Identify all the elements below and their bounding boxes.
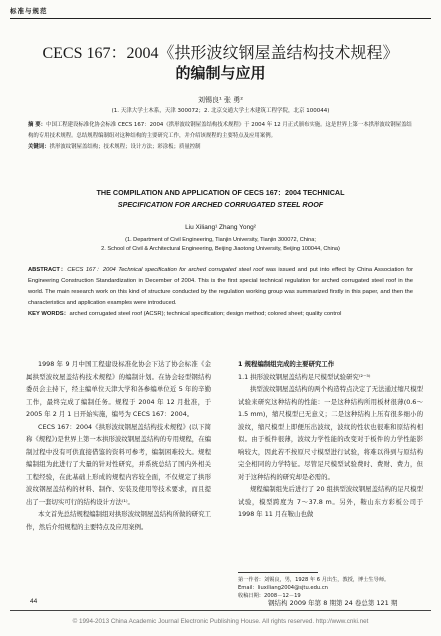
section-heading: 1 规程编制组完成的主要研究工作 [238,360,335,368]
copyright-notice: © 1994-2013 China Academic Journal Electronic Publishing House. All rights reserved. http://www.cnki.net [72,618,369,625]
authors-cn: 刘锡良¹ 张 勇² [197,96,244,104]
abstract-cn-text: 中国工程建设标准化协会标准 CECS 167：2004《拱形波纹钢屋盖结构技术规程》于 2004 年 12 月正式颁布实施。这是世界上第一本拱形波纹钢屋盖结构的专用技术规程。总结规程编制组对这种结构的主要研究工作，并介绍该规程的主要特点及应用案例。 [28,122,412,139]
keywords-en-text: arched corrugated steel roof (ACSR); technical specification; design method; colored sheet; quality control [69,311,342,317]
body-paragraph: 本文首先总结规程编制组对拱形波纹钢屋盖结构所做的研究工作，然后介绍规程的主要特点及应用案例。 [26,510,211,531]
abstract-en-italic: CECS 167：2004 Technical specification for arched corrugated steel roof [67,267,264,273]
body-paragraph: 1998 年 9 月中国工程建设标准化协会下达了协会标准《金属拱型波纹屋盖结构技术规程》的编制计划。在协会轻型钢结构委员会主持下，经主编单位天津大学和各参编单位近 5 年的辛勤工作，最终完成了编制任务。规程于 2004 年 12 月批准，于 2005 年 2 月 1 日开始实施，编号为 CECS 167：2004。 [26,360,211,418]
page-number: 44 [30,598,38,605]
footnote-rule [238,572,318,573]
paper-title-line1: CECS 167：2004《拱形波纹钢屋盖结构技术规程》 [42,45,399,62]
authors-en: Liu Xiliang¹ Zhang Yong² [185,224,256,231]
body-paragraph: 拱型波纹钢屋盖结构的两个构造特点决定了无法通过缩尺模型试验来研究这种结构的性能：一是这种结构所用板材很薄(0.6～1.5 mm)，缩尺模型已无意义；二是这种结构上压有很多细小的波纹，缩尺模型上即便压出波纹，波纹的性状也很难和原结构相似。由于板件很薄，波纹力学性能的改变对于板件的力学性能影响较大，因此若不按原尺寸模型进行试验，将难以得到与原结构完全相同的力学特征。尽管足尺模型试验费时、费财、费力，但对于这种结构的研究却是必需的。 [238,385,423,481]
keywords-cn [28,142,413,153]
abstract-en-text: was issued and put into effect by China Association for Engineering Construction Standardization in December of 2004. This is the first special technical regulation for arched corrugated steel roof in the world. The main research work on this kind of structure conducted by the regulation working group was summarized firstly in this paper, and then the characteristics and application examples were introduced. [28,267,414,306]
abstract-cn [28,120,413,153]
abstract-en-label: ABSTRACT： [28,267,68,273]
footnote-email: Email：liuxiliang2004@sjtu.edu.cn [238,585,328,591]
header-section-tag: 标准与规范 [10,7,48,15]
english-title [0,187,441,211]
body-left-column [26,358,211,533]
english-title-line2: SPECIFICATION FOR ARCHED CORRUGATED STEEL ROOF [117,200,324,209]
journal-footer: 钢结构 2009 年第 8 期第 24 卷总第 121 期 [268,599,398,607]
affiliation-en-line2: 2. School of Civil & Architectural Engineering, Beijing Jiaotong University, Beijing 100044, China) [101,246,340,252]
body-paragraph: 规程编制组先后进行了 20 组拱型波纹钢屋盖结构的足尺模型试验，模型跨度为 7～37.8 m。另外，鞍山东方彩板公司于 1998 年 11 月在鞍山也做 [238,485,423,518]
abstract-cn-label: 摘 要： [28,122,47,128]
keywords-en [28,309,413,320]
bottom-rule [10,610,431,611]
abstract-en [28,265,413,320]
subsection-heading: 1.1 拱形波纹钢屋盖结构足尺模型试验研究⁽²⁻⁵⁾ [238,372,371,381]
header-rule [10,18,431,19]
keywords-en-label: KEY WORDS： [28,311,70,317]
footnote-author: 第一作者：刘锡良，男，1928 年 6 月出生，教授，博士生导师。 [238,577,390,583]
body-right-column [238,358,423,521]
footnote [238,576,423,600]
keywords-cn-label: 关键词： [28,144,50,150]
abstract-en-body [28,265,413,309]
affiliation-en-line1: (1. Department of Civil Engineering, Tianjin University, Tianjin 300072, China; [125,237,316,243]
body-paragraph: CECS 167：2004《拱形波纹钢屋盖结构技术规程》(以下简称《规程》)是世界上第一本拱形波纹钢屋盖结构的专用规程，在编制过程中没有可供直接借鉴的资料可参考，编制困难较大。规程编制组为此进行了大量的针对性研究，并系统总结了国内外相关工程经验，在此基础上形成的规程内容较全面，不仅规定了拱形波纹钢屋盖结构的材料、制作、安装及使用等技术要求，而且提出了一套切实可行的结构设计方法⁽¹⁾。 [26,422,211,506]
paper-title-line2: 的编制与应用 [175,64,266,82]
abstract-cn-body [28,120,413,142]
footnote-received-date: 收稿日期：2008－12－19 [238,593,301,599]
affiliation-cn: (1. 天津大学土木系，天津 300072；2. 北京交通大学土木建筑工程学院，北京 100044) [111,108,330,114]
keywords-cn-text: 拱形波纹钢屋盖结构；技术规程；设计方法；彩涂板；质量控制 [49,144,201,150]
english-title-line1: THE COMPILATION AND APPLICATION OF CECS 167：2004 TECHNICAL [96,188,345,197]
affiliation-en [30,236,411,254]
